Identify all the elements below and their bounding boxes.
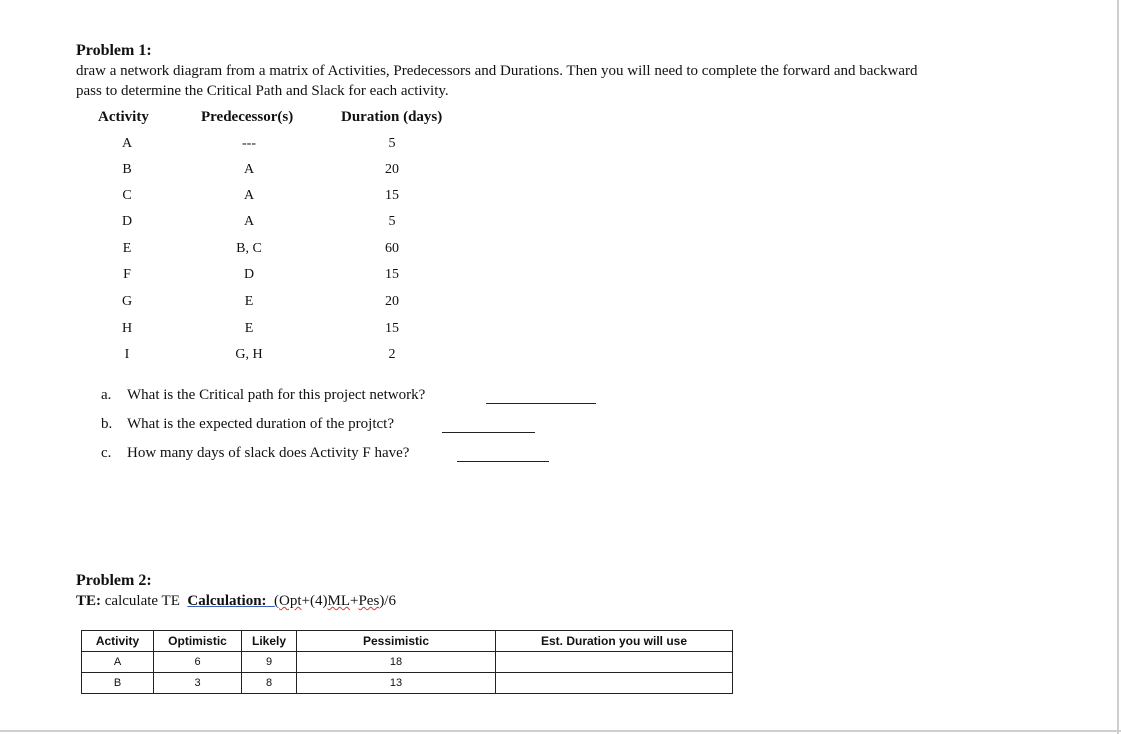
duration-cell: 5 xyxy=(388,214,396,229)
te-header-activity: Activity xyxy=(82,631,154,652)
predecessor-cell: E xyxy=(244,294,254,309)
duration-cell: 60 xyxy=(385,241,399,256)
te-text: calculate TE xyxy=(104,593,180,609)
predecessor-cell: D xyxy=(243,267,255,282)
activity-cell: F xyxy=(123,267,131,282)
duration-cell: 20 xyxy=(385,162,399,177)
te-cell-pessimistic: 13 xyxy=(297,673,496,694)
formula-opt: Opt xyxy=(279,593,302,609)
predecessor-cell: A xyxy=(243,162,255,177)
duration-cell: 5 xyxy=(388,136,396,151)
te-cell-activity: A xyxy=(82,652,154,673)
activity-cell: D xyxy=(121,214,133,229)
predecessor-cell: G, H xyxy=(235,347,263,362)
problem1-heading: Problem 1: xyxy=(76,42,152,59)
answer-blank-a[interactable] xyxy=(486,403,596,404)
problem1-instructions-line1: draw a network diagram from a matrix of Activities, Predecessors and Durations. Then you will need to complete the forward and backward xyxy=(76,63,918,79)
activity-cell: B xyxy=(122,162,132,177)
page-edge-right xyxy=(1117,0,1119,734)
te-cell-optimistic: 3 xyxy=(154,673,242,694)
formula-ml: ML xyxy=(327,593,350,609)
duration-cell: 15 xyxy=(385,321,399,336)
formula-close: )/6 xyxy=(379,593,396,609)
duration-cell: 15 xyxy=(385,188,399,203)
te-cell-pessimistic: 18 xyxy=(297,652,496,673)
te-cell-activity: B xyxy=(82,673,154,694)
activity-cell: H xyxy=(121,321,133,336)
problem2-heading: Problem 2: xyxy=(76,572,152,589)
question-text: What is the expected duration of the projtct? xyxy=(127,416,394,432)
page-edge-bottom xyxy=(0,730,1121,732)
te-cell-optimistic: 6 xyxy=(154,652,242,673)
predecessor-cell: A xyxy=(243,188,255,203)
formula-open: ( xyxy=(274,593,280,609)
te-cell-est-duration[interactable] xyxy=(496,673,733,694)
formula-plus1: +(4) xyxy=(301,593,328,609)
activity-cell: G xyxy=(121,294,133,309)
te-table xyxy=(81,630,733,694)
table-row xyxy=(82,673,733,694)
te-header-est-duration: Est. Duration you will use xyxy=(496,631,733,652)
duration-cell: 15 xyxy=(385,267,399,282)
header-predecessors: Predecessor(s) xyxy=(201,109,294,125)
activity-cell: E xyxy=(122,241,132,256)
duration-cell: 20 xyxy=(385,294,399,309)
activity-cell: C xyxy=(122,188,132,203)
te-cell-likely: 8 xyxy=(242,673,297,694)
answer-blank-b[interactable] xyxy=(442,432,535,433)
question-text: How many days of slack does Activity F have? xyxy=(127,445,410,461)
predecessor-cell: --- xyxy=(242,136,256,151)
te-label: TE: xyxy=(76,593,102,609)
header-duration: Duration (days) xyxy=(341,109,443,125)
te-header-likely: Likely xyxy=(242,631,297,652)
te-header-pessimistic: Pessimistic xyxy=(297,631,496,652)
te-cell-likely: 9 xyxy=(242,652,297,673)
te-header-optimistic: Optimistic xyxy=(154,631,242,652)
table-row xyxy=(82,652,733,673)
calculation-label: Calculation: xyxy=(187,593,267,609)
predecessor-cell: E xyxy=(244,321,254,336)
te-line xyxy=(76,593,396,610)
formula-plus2: + xyxy=(350,593,359,609)
question-letter: c. xyxy=(101,445,112,461)
question-letter: a. xyxy=(101,387,112,403)
te-header-row xyxy=(82,631,733,652)
duration-cell: 2 xyxy=(388,347,396,362)
predecessor-cell: B, C xyxy=(236,241,262,256)
answer-blank-c[interactable] xyxy=(457,461,549,462)
activity-cell: A xyxy=(121,136,133,151)
question-text: What is the Critical path for this project network? xyxy=(127,387,426,403)
question-letter: b. xyxy=(101,416,113,432)
te-cell-est-duration[interactable] xyxy=(496,652,733,673)
formula-pes: Pes xyxy=(358,593,380,609)
predecessor-cell: A xyxy=(243,214,255,229)
header-activity: Activity xyxy=(98,109,149,125)
problem1-instructions-line2: pass to determine the Critical Path and Slack for each activity. xyxy=(76,83,449,99)
activity-cell: I xyxy=(124,347,130,362)
